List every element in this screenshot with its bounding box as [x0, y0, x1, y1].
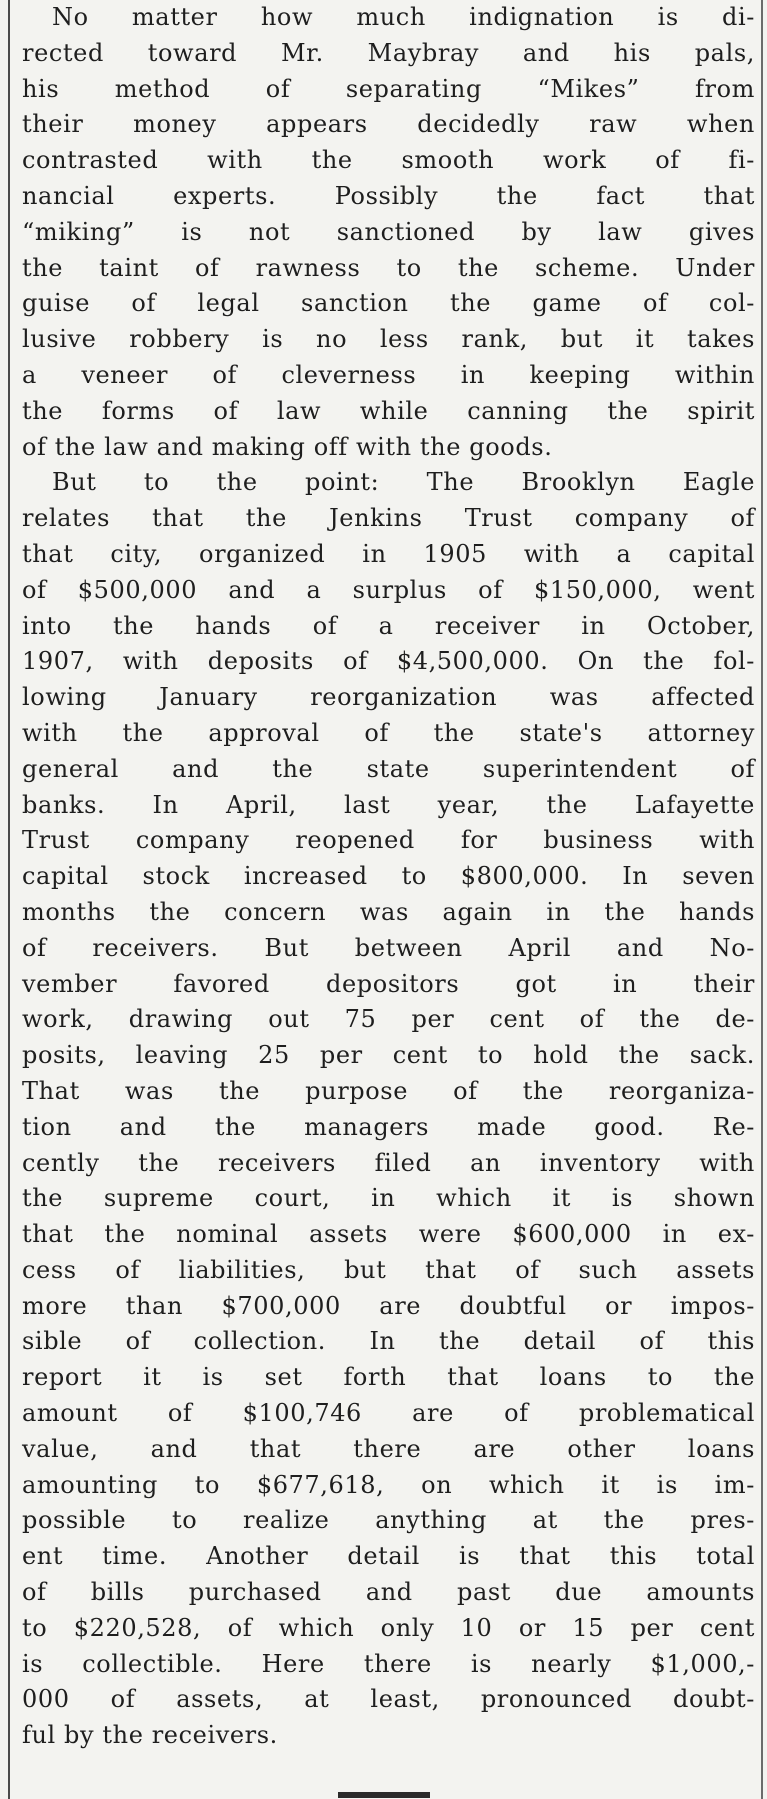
- text-line: rected toward Mr. Maybray and his pals,: [22, 38, 755, 67]
- text-line: that the nominal assets were $600,000 in ex-: [22, 1220, 755, 1249]
- text-line: cess of liabilities, but that of such assets: [22, 1255, 755, 1284]
- text-line: possible to realize anything at the pres-: [22, 1506, 755, 1535]
- section-divider-rule: [338, 1792, 430, 1798]
- text-line: report it is set forth that loans to the: [22, 1363, 755, 1392]
- text-line: is collectible. Here there is nearly $1,000,-: [22, 1649, 755, 1678]
- text-line: of receivers. But between April and No-: [22, 933, 755, 962]
- text-line: of the law and making off with the goods.: [22, 432, 553, 461]
- text-line: lowing January reorganization was affected: [22, 683, 755, 712]
- text-line: cently the receivers filed an inventory with: [22, 1148, 755, 1177]
- text-line: guise of legal sanction the game of col-: [22, 289, 755, 318]
- text-line: contrasted with the smooth work of fi-: [22, 146, 755, 175]
- text-line: sible of collection. In the detail of this: [22, 1327, 755, 1356]
- text-line: the supreme court, in which it is shown: [22, 1184, 755, 1213]
- article-column: [22, 0, 755, 1754]
- text-line: 1907, with deposits of $4,500,000. On the fol-: [22, 647, 755, 676]
- text-line: 000 of assets, at least, pronounced doubt-: [22, 1685, 755, 1714]
- text-line: with the approval of the state's attorney: [22, 718, 755, 747]
- text-line: tion and the managers made good. Re-: [22, 1112, 755, 1141]
- text-line: posits, leaving 25 per cent to hold the sack.: [22, 1041, 755, 1070]
- text-line: the taint of rawness to the scheme. Under: [22, 253, 755, 282]
- text-line: of bills purchased and past due amounts: [22, 1578, 755, 1607]
- text-line: into the hands of a receiver in October,: [22, 611, 755, 640]
- text-line: relates that the Jenkins Trust company of: [22, 504, 755, 533]
- text-line: of $500,000 and a surplus of $150,000, went: [22, 575, 755, 604]
- text-line: value, and that there are other loans: [22, 1434, 755, 1463]
- text-line: No matter how much indignation is di-: [52, 3, 755, 31]
- text-line: lusive robbery is no less rank, but it takes: [22, 325, 755, 354]
- text-line: months the concern was again in the hands: [22, 897, 755, 926]
- text-line: banks. In April, last year, the Lafayette: [22, 790, 755, 819]
- text-line: “miking” is not sanctioned by law gives: [22, 217, 755, 246]
- text-line: to $220,528, of which only 10 or 15 per cent: [22, 1613, 755, 1642]
- text-line: amounting to $677,618, on which it is im-: [22, 1470, 755, 1499]
- text-line: that city, organized in 1905 with a capital: [22, 539, 755, 568]
- text-line: But to the point: The Brooklyn Eagle: [52, 468, 755, 497]
- right-column-rule: [761, 0, 763, 1799]
- text-line: nancial experts. Possibly the fact that: [22, 181, 755, 210]
- text-line: amount of $100,746 are of problematical: [22, 1399, 755, 1428]
- text-line: their money appears decidedly raw when: [22, 110, 755, 139]
- text-line: ful by the receivers.: [22, 1721, 278, 1750]
- text-line: work, drawing out 75 per cent of the de-: [22, 1005, 755, 1034]
- text-line: Trust company reopened for business with: [22, 826, 755, 855]
- text-line: That was the purpose of the reorganiza-: [22, 1076, 755, 1105]
- text-line: capital stock increased to $800,000. In seven: [22, 862, 755, 891]
- left-column-rule: [8, 0, 10, 1799]
- paragraph-1: [22, 0, 755, 465]
- text-line: vember favored depositors got in their: [22, 969, 755, 998]
- paragraph-2: [22, 465, 755, 1754]
- text-line: his method of separating “Mikes” from: [22, 74, 755, 103]
- text-line: general and the state superintendent of: [22, 754, 755, 783]
- text-line: the forms of law while canning the spirit: [22, 396, 755, 425]
- text-line: a veneer of cleverness in keeping within: [22, 360, 755, 389]
- text-line: ent time. Another detail is that this total: [22, 1542, 755, 1571]
- text-line: more than $700,000 are doubtful or impos-: [22, 1291, 755, 1320]
